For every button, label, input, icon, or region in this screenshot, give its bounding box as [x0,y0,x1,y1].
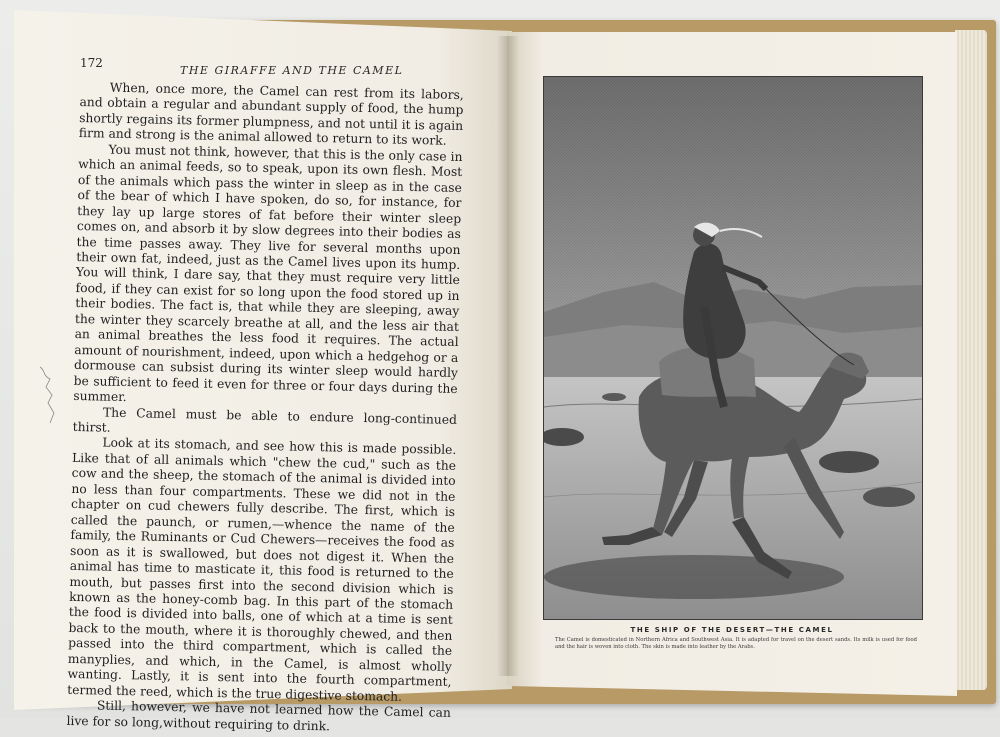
camel-rider-engraving [544,77,922,619]
book-gutter [497,36,519,676]
plate-caption: The Camel is domesticated in Northern Africa and Southwest Asia. It is adapted for travel on the desert sands. Its milk is used for food and the hair is woven into cloth. The skin is made into leather by the Arabs. [555,637,917,650]
paragraph: When, once more, the Camel can rest from its labors, and obtain a regular and abundant supply of food, the hump shortly regains its former plumpness, and not until it is again firm and strong is the animal allowed to return to its work. [78,80,464,149]
pencil-mark [38,365,58,425]
page-number: 172 [80,56,103,70]
page-edges [955,30,987,690]
engraving-plate [543,76,923,620]
paragraph: You must not think, however, that this is the only case in which an animal feeds, so to speak, upon its own flesh. Most of the animals which pass the winter in sleep as in the case of the bear of which I have spoken, do so, for instance, for they lay up large stores of fat before their winter sleep comes on, and absorb it by slow degrees into their bodies as the time passes away. They live for several months upon their own fat, indeed, just as the Camel lives upon its hump. You will think, I dare say, that they must require very little food, if they can exist for so long upon the food stored up in their bodies. The fact is, that while they are sleeping, away the winter they scarcely breathe at all, and the less air that an animal breathes the less food it requires. The actual amount of nourishment, indeed, upon which a hedgehog or a dormouse can subsist during its winter sleep would hardly be sufficient to feed it even for three or four days during the summer. [73,142,463,405]
paragraph: Look at its stomach, and see how this is made possible. Like that of all animals which "chew the cud," such as the cow and the sheep, the stomach of the animal is divided into no less than four compartments. These we did not in the chapter on cud chewers fully describe. The first, which is called the paunch, or rumen,—whence the name of the family, the Ruminants or Cud Chewers—receives the food as soon as it is swallowed, but does not digest it. When the animal has time to masticate it, this food is returned to the mouth, but passes first into the second division which is known as the honey-comb bag. In this part of the stomach the food is divided into balls, one of which at a time is sent back to the mouth, where it is thoroughly chewed, and then passed into the third compartment, which is called the manyplies, and which, in the Camel, is almost wholly wanting. Lastly, it is sent into the fourth compartment, termed the reed, which is the true digestive stomach. [67,435,457,704]
running-head: THE GIRAFFE AND THE CAMEL [180,64,404,77]
body-text [66,80,464,737]
paragraph: The Camel must be able to endure long-continued thirst. [72,405,458,435]
paragraph: Still, however, we have not learned how the Camel can live for so long,without requiring to drink. [66,698,451,733]
plate-title: THE SHIP OF THE DESERT—THE CAMEL [630,626,834,634]
